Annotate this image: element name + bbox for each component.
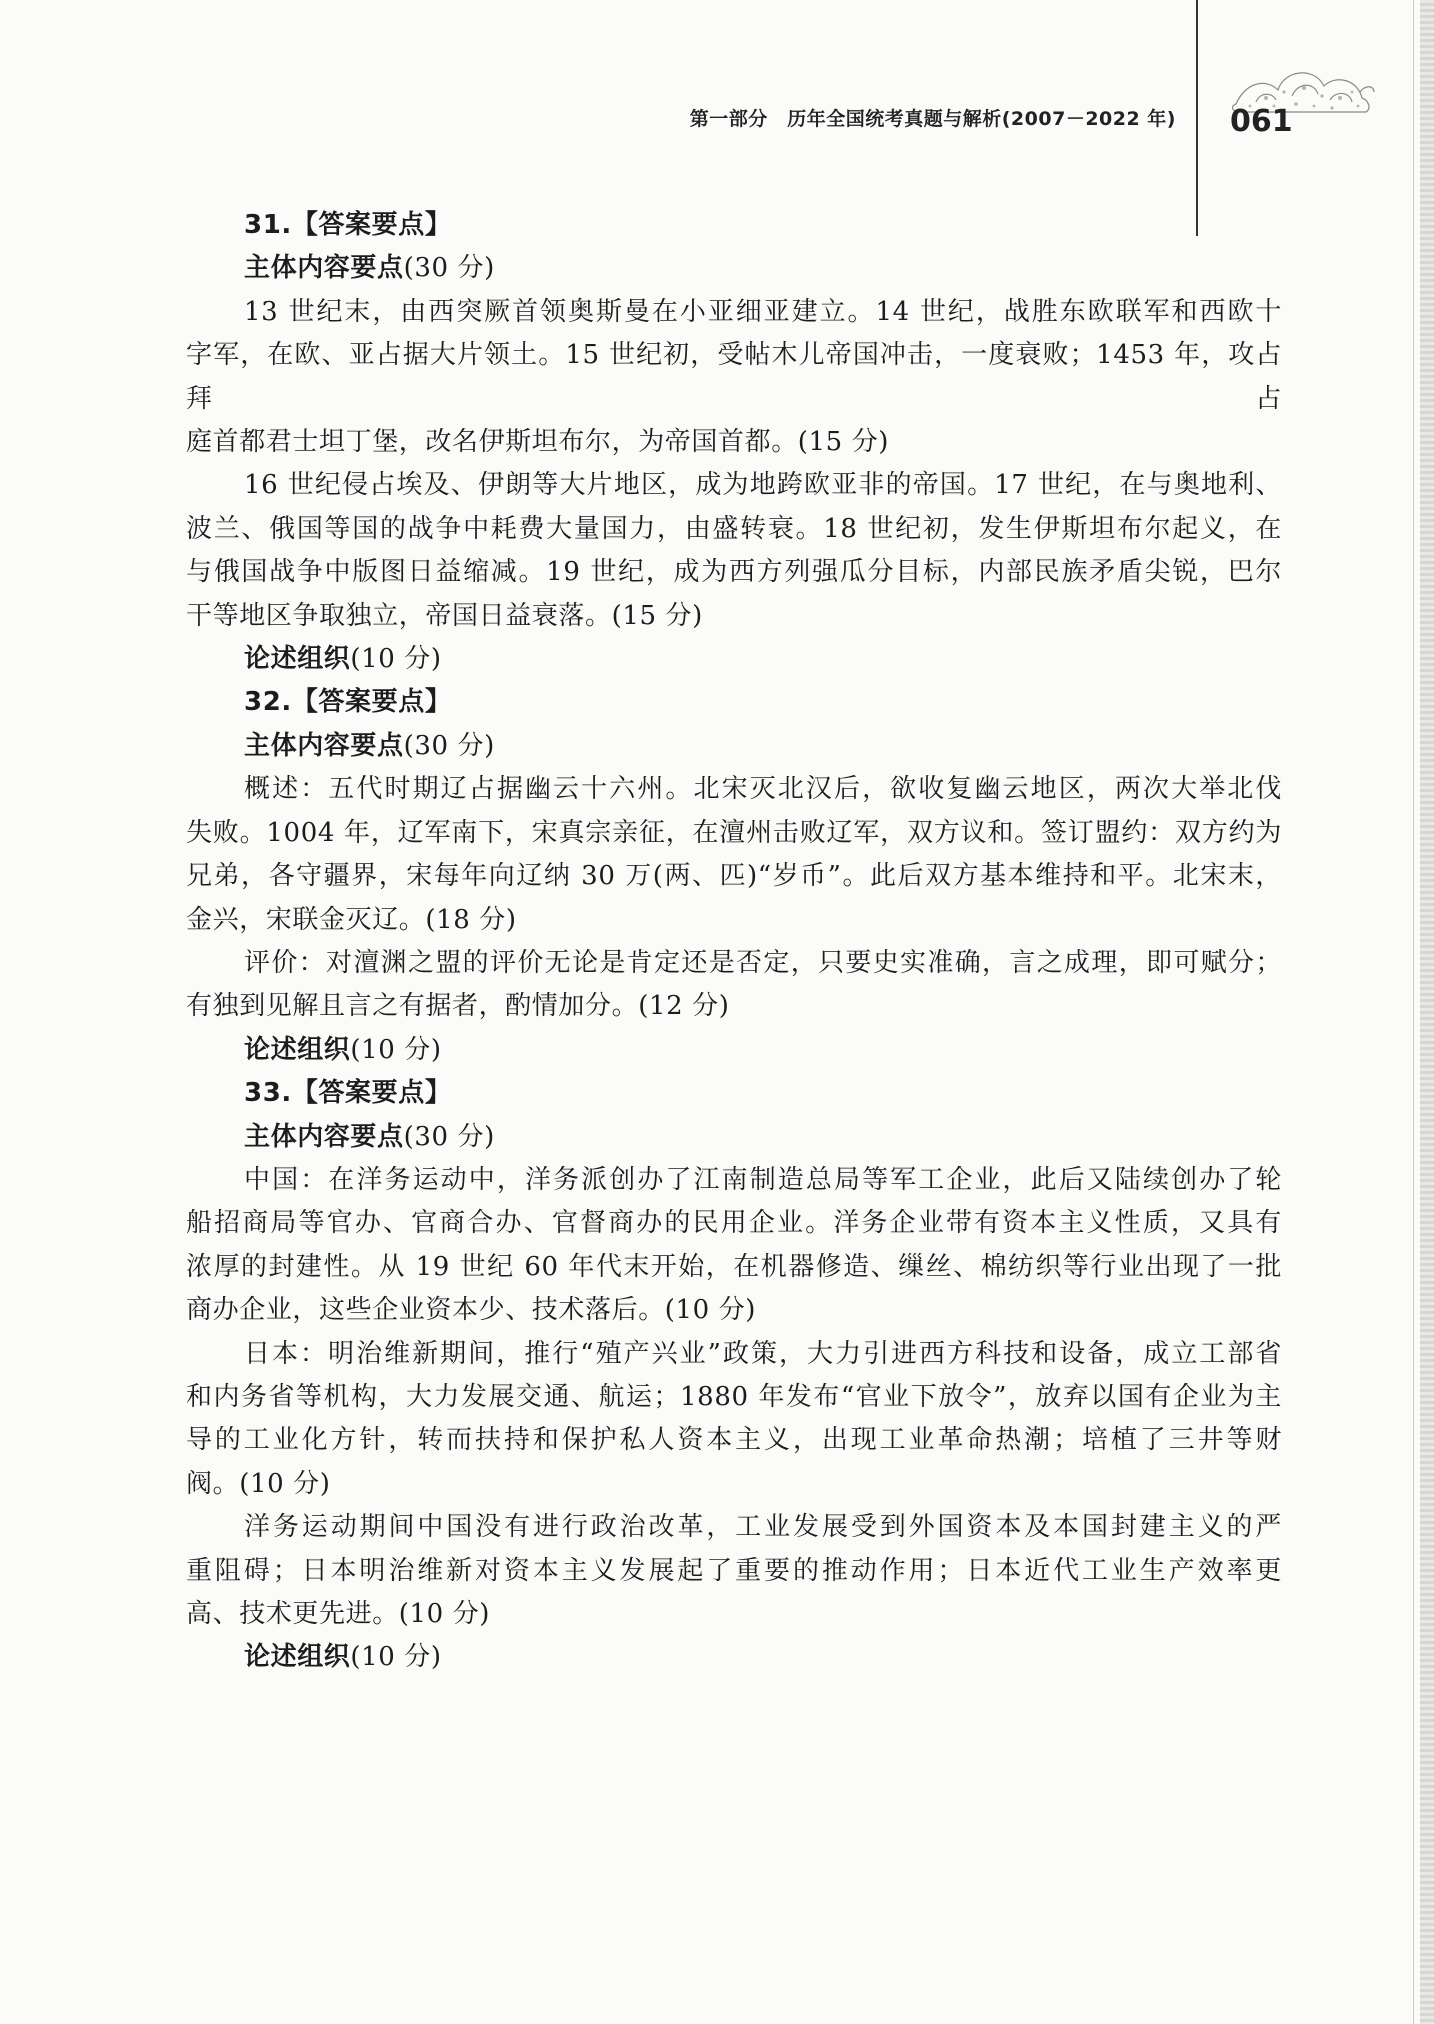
paragraph-line: 庭首都君士坦丁堡，改名伊斯坦布尔，为帝国首都。(15 分) <box>186 427 890 458</box>
section-subheading <box>244 638 1282 681</box>
section-subheading <box>244 1116 1282 1159</box>
paragraph-line: 阀。(10 分) <box>186 1468 331 1499</box>
page-number: 061 <box>1230 104 1293 139</box>
paragraph-line: 16 世纪侵占埃及、伊朗等大片地区，成为地跨欧亚非的帝国。17 世纪，在与奥地利、 <box>244 470 1282 501</box>
section-subheading <box>244 725 1282 768</box>
header-divider <box>1196 0 1198 236</box>
subheading-score: (30 分) <box>403 253 495 284</box>
subheading-score: (10 分) <box>350 644 442 675</box>
paragraph-line: 和内务省等机构，大力发展交通、航运；1880 年发布“官业下放令”，放弃以国有企业为主 <box>186 1381 1282 1412</box>
subheading-label: 论述组织 <box>244 1034 351 1065</box>
paragraph-line: 评价：对澶渊之盟的评价无论是肯定还是否定，只要史实准确，言之成理，即可赋分； <box>244 947 1282 978</box>
subheading-score: (30 分) <box>403 730 495 761</box>
paragraph-line: 中国：在洋务运动中，洋务派创办了江南制造总局等军工企业，此后又陆续创办了轮 <box>244 1164 1282 1195</box>
paragraph-line: 高、技术更先进。(10 分) <box>186 1599 491 1629</box>
subheading-label: 主体内容要点 <box>244 1121 404 1152</box>
section-subheading <box>244 1029 1282 1072</box>
subheading-label: 主体内容要点 <box>244 253 404 284</box>
paragraph-line: 浓厚的封建性。从 19 世纪 60 年代末开始，在机器修造、缫丝、棉纺织等行业出现了一批 <box>186 1251 1282 1282</box>
paragraph-line: 字军，在欧、亚占据大片领土。15 世纪初，受帖木儿帝国冲击，一度衰败；1453 年，攻占拜占 <box>186 340 1282 414</box>
paragraph-line: 与俄国战争中版图日益缩减。19 世纪，成为西方列强瓜分目标，内部民族矛盾尖锐，巴尔 <box>186 557 1282 588</box>
subheading-label: 论述组织 <box>244 644 351 675</box>
paragraph-line: 商办企业，这些企业资本少、技术落后。(10 分) <box>186 1295 757 1326</box>
paragraph-line: 13 世纪末，由西突厥首领奥斯曼在小亚细亚建立。14 世纪，战胜东欧联军和西欧十 <box>244 296 1282 327</box>
subheading-label: 主体内容要点 <box>244 730 404 761</box>
page-edge-binding <box>1420 0 1434 2024</box>
subheading-label: 论述组织 <box>244 1642 351 1673</box>
subheading-score: (10 分) <box>350 1642 442 1673</box>
paragraph-line: 导的工业化方针，转而扶持和保护私人资本主义，出现工业革命热潮；培植了三井等财 <box>186 1425 1282 1456</box>
page-header <box>0 100 1434 140</box>
section-subheading <box>244 1636 1282 1679</box>
paragraph-line: 有独到见解且言之有据者，酌情加分。(12 分) <box>186 991 730 1022</box>
paragraph-line: 失败。1004 年，辽军南下，宋真宗亲征，在澶州击败辽军，双方议和。签订盟约：双方约为 <box>186 817 1282 848</box>
section-subheading <box>244 247 1282 290</box>
paragraph-line: 日本：明治维新期间，推行“殖产兴业”政策，大力引进西方科技和设备，成立工部省 <box>244 1338 1282 1369</box>
subheading-score: (10 分) <box>350 1034 442 1065</box>
paragraph-line: 兄弟，各守疆界，宋每年向辽纳 30 万(两、匹)“岁币”。此后双方基本维持和平。北宋末， <box>186 861 1282 892</box>
paragraph-line: 概述：五代时期辽占据幽云十六州。北宋灭北汉后，欲收复幽云地区，两次大举北伐 <box>244 774 1282 805</box>
paragraph-line: 船招商局等官办、官商合办、官督商办的民用企业。洋务企业带有资本主义性质，又具有 <box>186 1208 1282 1239</box>
paragraph-line: 金兴，宋联金灭辽。(18 分) <box>186 904 517 935</box>
answer-content <box>186 204 1282 1680</box>
page-edge-line <box>1413 0 1414 2024</box>
paragraph-line: 波兰、俄国等国的战争中耗费大量国力，由盛转衰。18 世纪初，发生伊斯坦布尔起义，在 <box>186 513 1282 544</box>
question-number: 33.【答案要点】 <box>244 1078 452 1109</box>
question-number: 31.【答案要点】 <box>244 210 452 240</box>
question-number: 32.【答案要点】 <box>244 687 452 718</box>
subheading-score: (30 分) <box>403 1121 495 1152</box>
paragraph-line: 洋务运动期间中国没有进行政治改革，工业发展受到外国资本及本国封建主义的严 <box>244 1512 1282 1543</box>
running-head: 第一部分 历年全国统考真题与解析(2007－2022 年) <box>689 108 1176 130</box>
paragraph-line: 干等地区争取独立，帝国日益衰落。(15 分) <box>186 600 703 631</box>
paragraph-line: 重阻碍；日本明治维新对资本主义发展起了重要的推动作用；日本近代工业生产效率更 <box>186 1555 1282 1586</box>
